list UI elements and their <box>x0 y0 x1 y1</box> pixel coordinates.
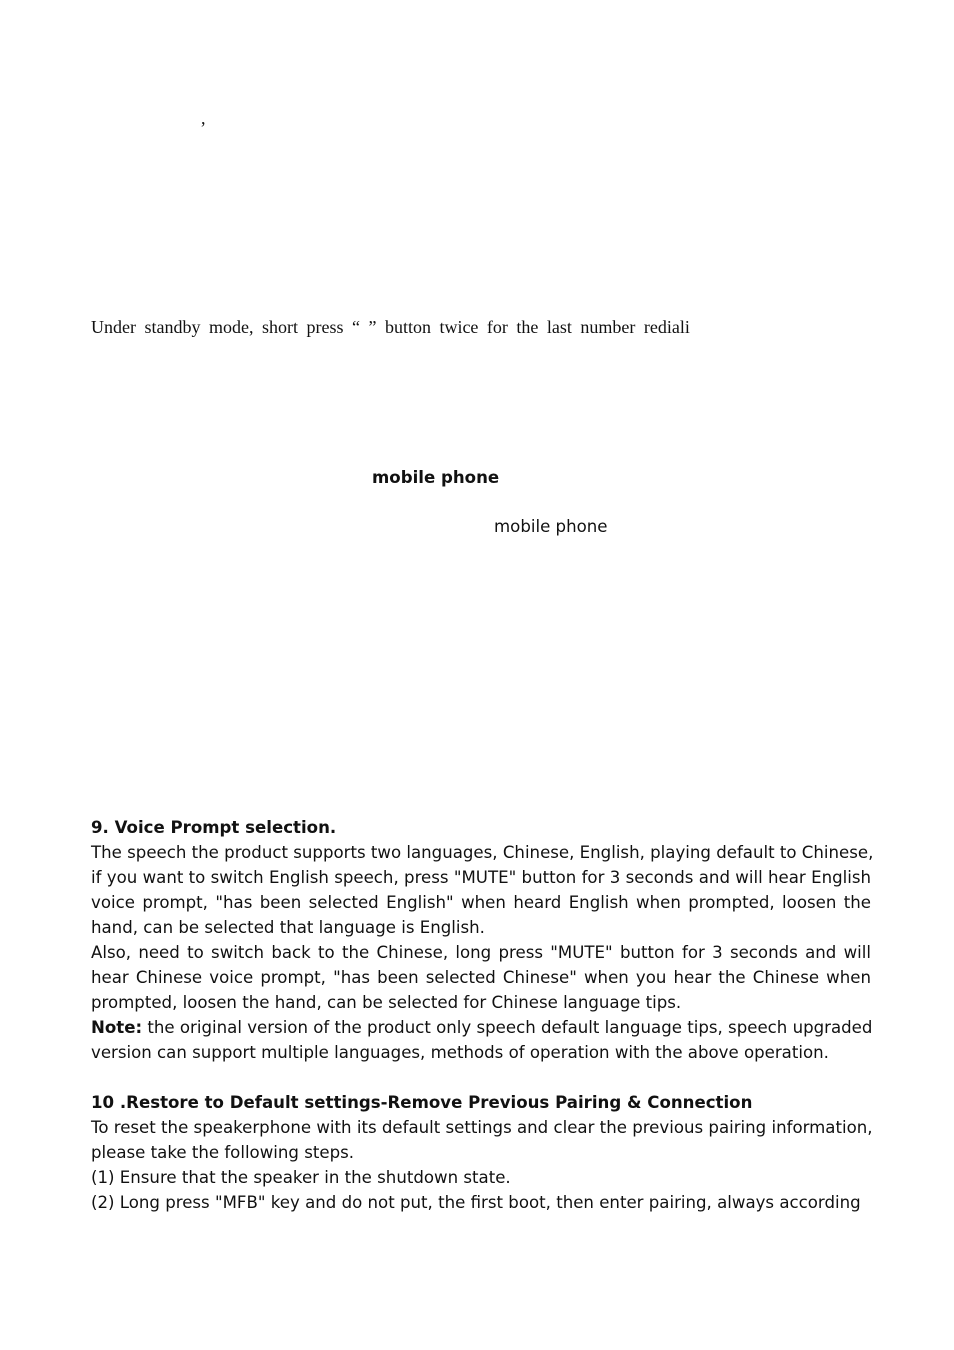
note-line: version can support multiple languages, methods of operation with the above operation. <box>91 1043 829 1062</box>
section-heading: 10 .Restore to Default settings-Remove Previous Pairing & Connection <box>91 1093 753 1112</box>
mobile-phone-bold-label: mobile phone <box>372 468 500 487</box>
section-voice-prompt <box>91 815 874 1065</box>
section-heading: 9. Voice Prompt selection. <box>91 818 337 837</box>
paragraph-line: (2) Long press "MFB" key and do not put, the first boot, then enter pairing, always according <box>91 1193 861 1212</box>
note-label: Note: <box>91 1018 143 1037</box>
section-restore-defaults <box>91 1090 871 1215</box>
mobile-phone-label: mobile phone <box>494 517 608 536</box>
stray-comma: , <box>201 108 206 128</box>
paragraph-line: voice prompt, "has been selected English" when heard English when prompted, loosen the <box>91 893 871 912</box>
paragraph-line: if you want to switch English speech, press "MUTE" button for 3 seconds and will hear English <box>91 868 871 887</box>
paragraph-line: To reset the speakerphone with its default settings and clear the previous pairing information, <box>91 1118 873 1137</box>
paragraph-line: (1) Ensure that the speaker in the shutdown state. <box>91 1168 511 1187</box>
paragraph-line: please take the following steps. <box>91 1143 355 1162</box>
paragraph-line: Also, need to switch back to the Chinese, long press "MUTE" button for 3 seconds and will <box>91 943 871 962</box>
paragraph-line: hear Chinese voice prompt, "has been selected Chinese" when you hear the Chinese when <box>91 968 871 987</box>
paragraph-line: The speech the product supports two languages, Chinese, English, playing default to Chinese, <box>91 843 874 862</box>
paragraph-line: hand, can be selected that language is English. <box>91 918 485 937</box>
note-text: the original version of the product only speech default language tips, speech upgraded <box>142 1018 873 1037</box>
note-line <box>91 1015 871 1040</box>
paragraph-line: prompted, loosen the hand, can be selected for Chinese language tips. <box>91 993 682 1012</box>
redial-instruction: Under standby mode, short press “ ” button twice for the last number rediali <box>91 317 690 337</box>
